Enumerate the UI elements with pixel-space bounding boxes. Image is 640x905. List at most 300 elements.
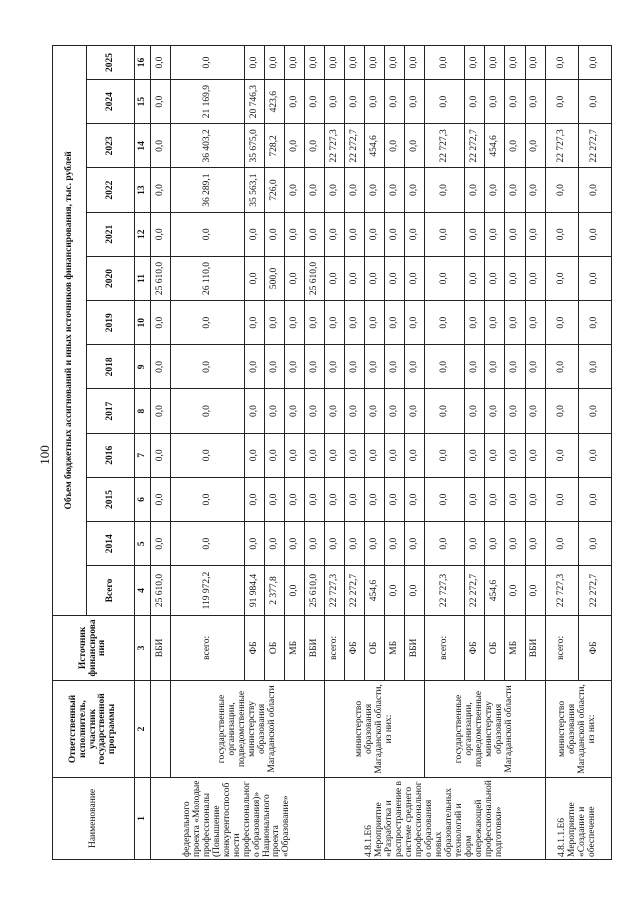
- value-cell: 0,0: [425, 433, 465, 477]
- value-cell: 0,0: [578, 46, 611, 80]
- value-cell: 0,0: [425, 345, 465, 389]
- value-cell: 0,0: [171, 522, 245, 566]
- value-cell: 0,0: [545, 301, 578, 345]
- value-cell: 0,0: [171, 477, 245, 521]
- value-cell: 0,0: [285, 522, 305, 566]
- value-cell: 35 675,0: [244, 124, 264, 168]
- source-cell: всего:: [545, 615, 578, 680]
- source-cell: ВБИ: [305, 615, 325, 680]
- value-cell: 0,0: [285, 256, 305, 300]
- executor-cell: министерство образования Магаданской области, из них:: [545, 681, 611, 778]
- value-cell: 0,0: [385, 212, 405, 256]
- value-cell: 0,0: [425, 80, 465, 124]
- value-cell: 0,0: [305, 80, 325, 124]
- value-cell: 0,0: [151, 477, 171, 521]
- value-cell: 0,0: [325, 389, 345, 433]
- total-cell: 119 972,2: [171, 566, 245, 615]
- value-cell: 0,0: [365, 301, 385, 345]
- source-cell: ФБ: [244, 615, 264, 680]
- header-executor: Ответственный исполнитель, участник государственной программы: [53, 681, 135, 778]
- value-cell: 26 110,0: [171, 256, 245, 300]
- header-column-number: 1: [135, 777, 151, 859]
- value-cell: 0,0: [244, 477, 264, 521]
- value-cell: 0,0: [425, 212, 465, 256]
- value-cell: 0,0: [151, 301, 171, 345]
- value-cell: 0,0: [385, 345, 405, 389]
- value-cell: 0,0: [465, 301, 485, 345]
- value-cell: 0,0: [485, 389, 505, 433]
- value-cell: 0,0: [578, 433, 611, 477]
- value-cell: 0,0: [325, 477, 345, 521]
- value-cell: 0,0: [405, 433, 425, 477]
- header-year: 2015: [87, 477, 135, 521]
- source-cell: ВБИ: [405, 615, 425, 680]
- header-year: 2018: [87, 345, 135, 389]
- value-cell: 0,0: [305, 124, 325, 168]
- table-row: [325, 46, 345, 860]
- total-cell: 0,0: [285, 566, 305, 615]
- value-cell: 0,0: [345, 212, 365, 256]
- value-cell: 0,0: [285, 212, 305, 256]
- value-cell: 0,0: [525, 433, 545, 477]
- value-cell: 0,0: [465, 522, 485, 566]
- value-cell: 0,0: [405, 80, 425, 124]
- source-cell: ОБ: [485, 615, 505, 680]
- value-cell: 0,0: [151, 433, 171, 477]
- value-cell: 0,0: [525, 522, 545, 566]
- value-cell: 454,6: [485, 124, 505, 168]
- value-cell: 0,0: [171, 389, 245, 433]
- value-cell: 0,0: [285, 389, 305, 433]
- source-cell: МБ: [285, 615, 305, 680]
- header-column-number: 8: [135, 389, 151, 433]
- value-cell: 0,0: [525, 477, 545, 521]
- value-cell: 0,0: [365, 477, 385, 521]
- header-column-number: 9: [135, 345, 151, 389]
- header-column-number: 11: [135, 256, 151, 300]
- total-cell: 25 610,0: [305, 566, 325, 615]
- value-cell: 22 272,7: [345, 124, 365, 168]
- source-cell: ОБ: [265, 615, 285, 680]
- total-cell: 22 727,3: [545, 566, 578, 615]
- value-cell: 0,0: [244, 46, 264, 80]
- value-cell: 0,0: [325, 345, 345, 389]
- value-cell: 0,0: [485, 345, 505, 389]
- value-cell: 0,0: [425, 477, 465, 521]
- value-cell: 0,0: [171, 433, 245, 477]
- header-year: 2025: [87, 46, 135, 80]
- value-cell: 0,0: [365, 80, 385, 124]
- value-cell: 36 289,1: [171, 168, 245, 212]
- value-cell: 0,0: [525, 301, 545, 345]
- value-cell: 0,0: [305, 433, 325, 477]
- value-cell: 0,0: [325, 301, 345, 345]
- value-cell: 0,0: [425, 522, 465, 566]
- header-column-number: 15: [135, 80, 151, 124]
- value-cell: 0,0: [345, 80, 365, 124]
- value-cell: 0,0: [578, 212, 611, 256]
- value-cell: 0,0: [151, 389, 171, 433]
- value-cell: 0,0: [465, 80, 485, 124]
- rotated-table-container: [52, 45, 612, 860]
- value-cell: 0,0: [545, 522, 578, 566]
- executor-cell: государственные организации, подведомственные министерству образования Магаданской области: [425, 681, 545, 778]
- value-cell: 0,0: [545, 477, 578, 521]
- value-cell: 0,0: [385, 433, 405, 477]
- header-volume: Объем бюджетных ассигнований и иных источников финансирования, тыс. рублей: [53, 46, 87, 616]
- value-cell: 0,0: [305, 46, 325, 80]
- total-cell: 22 272,7: [345, 566, 365, 615]
- value-cell: 0,0: [151, 46, 171, 80]
- value-cell: 0,0: [385, 46, 405, 80]
- table-row: [425, 46, 465, 860]
- value-cell: 0,0: [305, 301, 325, 345]
- value-cell: 0,0: [305, 389, 325, 433]
- value-cell: 0,0: [365, 256, 385, 300]
- value-cell: 0,0: [578, 168, 611, 212]
- source-cell: ФБ: [345, 615, 365, 680]
- value-cell: 0,0: [285, 301, 305, 345]
- value-cell: 0,0: [465, 389, 485, 433]
- value-cell: 0,0: [265, 477, 285, 521]
- header-column-number: 3: [135, 615, 151, 680]
- value-cell: 22 272,7: [578, 124, 611, 168]
- value-cell: 0,0: [385, 124, 405, 168]
- total-cell: 91 984,4: [244, 566, 264, 615]
- value-cell: 0,0: [405, 46, 425, 80]
- value-cell: 0,0: [485, 212, 505, 256]
- value-cell: 0,0: [505, 477, 525, 521]
- value-cell: 0,0: [305, 522, 325, 566]
- value-cell: 22 272,7: [465, 124, 485, 168]
- value-cell: 0,0: [465, 168, 485, 212]
- value-cell: 0,0: [465, 212, 485, 256]
- source-cell: ФБ: [578, 615, 611, 680]
- source-cell: ВБИ: [525, 615, 545, 680]
- value-cell: 0,0: [578, 522, 611, 566]
- table-row: [151, 46, 171, 860]
- value-cell: 0,0: [151, 168, 171, 212]
- value-cell: 0,0: [244, 522, 264, 566]
- total-cell: 454,6: [485, 566, 505, 615]
- value-cell: 0,0: [485, 46, 505, 80]
- value-cell: 0,0: [425, 301, 465, 345]
- value-cell: 0,0: [425, 46, 465, 80]
- value-cell: 35 563,1: [244, 168, 264, 212]
- value-cell: 0,0: [545, 212, 578, 256]
- value-cell: 0,0: [405, 256, 425, 300]
- source-cell: МБ: [505, 615, 525, 680]
- value-cell: 0,0: [365, 389, 385, 433]
- source-cell: ОБ: [365, 615, 385, 680]
- header-name: Наименование: [53, 777, 135, 859]
- value-cell: 0,0: [505, 46, 525, 80]
- value-cell: 0,0: [505, 522, 525, 566]
- value-cell: 36 403,2: [171, 124, 245, 168]
- budget-table: [52, 45, 612, 860]
- executor-cell: министерство образования Магаданской области, из них:: [325, 681, 425, 778]
- value-cell: 22 727,3: [545, 124, 578, 168]
- total-cell: 0,0: [385, 566, 405, 615]
- value-cell: 0,0: [325, 256, 345, 300]
- value-cell: 0,0: [244, 212, 264, 256]
- total-cell: 22 272,7: [465, 566, 485, 615]
- value-cell: 0,0: [545, 80, 578, 124]
- value-cell: 0,0: [485, 433, 505, 477]
- header-column-number: 16: [135, 46, 151, 80]
- value-cell: 0,0: [505, 124, 525, 168]
- source-cell: всего:: [171, 615, 245, 680]
- value-cell: 0,0: [305, 345, 325, 389]
- value-cell: 0,0: [485, 522, 505, 566]
- value-cell: 0,0: [365, 212, 385, 256]
- value-cell: 0,0: [345, 477, 365, 521]
- executor-cell: государственные организации, подведомственные министерству образования Магаданской области: [171, 681, 325, 778]
- value-cell: 0,0: [325, 168, 345, 212]
- value-cell: 0,0: [345, 46, 365, 80]
- value-cell: 0,0: [325, 522, 345, 566]
- value-cell: 0,0: [405, 301, 425, 345]
- value-cell: 0,0: [405, 345, 425, 389]
- header-year: 2019: [87, 301, 135, 345]
- value-cell: 0,0: [465, 256, 485, 300]
- value-cell: 0,0: [578, 256, 611, 300]
- value-cell: 0,0: [345, 256, 365, 300]
- value-cell: 0,0: [151, 212, 171, 256]
- value-cell: 0,0: [265, 433, 285, 477]
- value-cell: 0,0: [244, 433, 264, 477]
- table-row: [171, 46, 245, 860]
- value-cell: 0,0: [285, 124, 305, 168]
- value-cell: 0,0: [244, 389, 264, 433]
- value-cell: 0,0: [325, 46, 345, 80]
- value-cell: 0,0: [525, 80, 545, 124]
- value-cell: 0,0: [525, 256, 545, 300]
- value-cell: 0,0: [385, 168, 405, 212]
- value-cell: 0,0: [244, 345, 264, 389]
- value-cell: 0,0: [151, 124, 171, 168]
- value-cell: 0,0: [265, 522, 285, 566]
- value-cell: 0,0: [151, 522, 171, 566]
- value-cell: 0,0: [405, 477, 425, 521]
- value-cell: 0,0: [525, 46, 545, 80]
- value-cell: 0,0: [171, 301, 245, 345]
- value-cell: 0,0: [345, 168, 365, 212]
- value-cell: 0,0: [345, 433, 365, 477]
- value-cell: 0,0: [265, 46, 285, 80]
- value-cell: 0,0: [525, 345, 545, 389]
- value-cell: 0,0: [465, 46, 485, 80]
- value-cell: 0,0: [545, 46, 578, 80]
- value-cell: 726,0: [265, 168, 285, 212]
- value-cell: 0,0: [505, 256, 525, 300]
- value-cell: 0,0: [285, 345, 305, 389]
- value-cell: 0,0: [345, 522, 365, 566]
- value-cell: 0,0: [545, 433, 578, 477]
- value-cell: 20 746,3: [244, 80, 264, 124]
- value-cell: 0,0: [405, 168, 425, 212]
- value-cell: 0,0: [365, 168, 385, 212]
- value-cell: 22 727,3: [425, 124, 465, 168]
- value-cell: 0,0: [578, 477, 611, 521]
- total-cell: 0,0: [405, 566, 425, 615]
- value-cell: 0,0: [345, 389, 365, 433]
- value-cell: 0,0: [265, 389, 285, 433]
- value-cell: 0,0: [465, 345, 485, 389]
- row-name-cell: федерального проекта «Молодые профессионалы (Повышение конкурентоспособности профессионального образования)» Национального проекта «Образование»: [151, 777, 325, 859]
- value-cell: 0,0: [385, 80, 405, 124]
- value-cell: 0,0: [505, 168, 525, 212]
- source-cell: МБ: [385, 615, 405, 680]
- value-cell: 0,0: [265, 345, 285, 389]
- value-cell: 0,0: [525, 168, 545, 212]
- value-cell: 0,0: [385, 477, 405, 521]
- value-cell: 0,0: [485, 301, 505, 345]
- header-column-number: 2: [135, 681, 151, 778]
- value-cell: 0,0: [171, 212, 245, 256]
- total-cell: 2 377,8: [265, 566, 285, 615]
- header-column-number: 5: [135, 522, 151, 566]
- value-cell: 0,0: [505, 389, 525, 433]
- value-cell: 0,0: [405, 389, 425, 433]
- value-cell: 0,0: [151, 80, 171, 124]
- value-cell: 0,0: [505, 212, 525, 256]
- row-name-cell: 4.8.1.Е6 Мероприятие «Разработка и распространение в системе среднего профессионального образования новых образовательных технологий и форм опережающей профессиональной подготовки»: [325, 777, 545, 859]
- total-cell: 0,0: [505, 566, 525, 615]
- value-cell: 0,0: [465, 433, 485, 477]
- value-cell: 0,0: [525, 389, 545, 433]
- value-cell: 25 610,0: [151, 256, 171, 300]
- value-cell: 728,2: [265, 124, 285, 168]
- value-cell: 0,0: [578, 301, 611, 345]
- value-cell: 0,0: [405, 212, 425, 256]
- value-cell: 0,0: [485, 168, 505, 212]
- value-cell: 0,0: [244, 301, 264, 345]
- total-cell: 22 727,3: [325, 566, 345, 615]
- total-cell: 22 272,7: [578, 566, 611, 615]
- value-cell: 423,6: [265, 80, 285, 124]
- value-cell: 0,0: [365, 433, 385, 477]
- value-cell: 0,0: [305, 477, 325, 521]
- value-cell: 0,0: [365, 345, 385, 389]
- value-cell: 0,0: [405, 522, 425, 566]
- header-year: 2014: [87, 522, 135, 566]
- header-year: 2023: [87, 124, 135, 168]
- value-cell: 22 727,3: [325, 124, 345, 168]
- value-cell: 0,0: [385, 256, 405, 300]
- value-cell: 0,0: [485, 80, 505, 124]
- value-cell: 0,0: [265, 301, 285, 345]
- value-cell: 0,0: [385, 301, 405, 345]
- value-cell: 0,0: [545, 389, 578, 433]
- total-cell: 25 610,0: [151, 566, 171, 615]
- executor-cell: [151, 681, 171, 778]
- value-cell: 0,0: [244, 256, 264, 300]
- value-cell: 454,6: [365, 124, 385, 168]
- header-column-number: 10: [135, 301, 151, 345]
- header-column-number: 12: [135, 212, 151, 256]
- value-cell: 500,0: [265, 256, 285, 300]
- value-cell: 0,0: [425, 256, 465, 300]
- value-cell: 0,0: [171, 345, 245, 389]
- value-cell: 0,0: [545, 168, 578, 212]
- header-source: Источник финансирования: [53, 615, 135, 680]
- value-cell: 0,0: [465, 477, 485, 521]
- value-cell: 0,0: [325, 433, 345, 477]
- value-cell: 0,0: [365, 46, 385, 80]
- value-cell: 0,0: [505, 433, 525, 477]
- row-name-cell: 4.8.1.1.Е6 Мероприятие «Создание и обеспечение: [545, 777, 611, 859]
- value-cell: 0,0: [485, 256, 505, 300]
- total-cell: 454,6: [365, 566, 385, 615]
- value-cell: 0,0: [265, 212, 285, 256]
- value-cell: 0,0: [305, 168, 325, 212]
- value-cell: 0,0: [305, 212, 325, 256]
- value-cell: 0,0: [345, 345, 365, 389]
- value-cell: 0,0: [325, 80, 345, 124]
- header-year: 2024: [87, 80, 135, 124]
- value-cell: 0,0: [171, 46, 245, 80]
- value-cell: 0,0: [545, 345, 578, 389]
- header-year: 2022: [87, 168, 135, 212]
- value-cell: 0,0: [578, 80, 611, 124]
- value-cell: 0,0: [505, 345, 525, 389]
- value-cell: 0,0: [385, 389, 405, 433]
- value-cell: 21 169,9: [171, 80, 245, 124]
- source-cell: ФБ: [465, 615, 485, 680]
- total-cell: 22 727,3: [425, 566, 465, 615]
- value-cell: 0,0: [285, 168, 305, 212]
- header-column-number: 4: [135, 566, 151, 615]
- value-cell: 0,0: [505, 301, 525, 345]
- value-cell: 0,0: [485, 477, 505, 521]
- page-number: 100: [37, 445, 52, 465]
- value-cell: 0,0: [285, 433, 305, 477]
- value-cell: 0,0: [545, 256, 578, 300]
- header-column-number: 7: [135, 433, 151, 477]
- value-cell: 0,0: [425, 168, 465, 212]
- header-column-number: 13: [135, 168, 151, 212]
- value-cell: 0,0: [325, 212, 345, 256]
- value-cell: 0,0: [285, 477, 305, 521]
- value-cell: 0,0: [578, 389, 611, 433]
- header-total: Всего: [87, 566, 135, 615]
- value-cell: 25 610,0: [305, 256, 325, 300]
- source-cell: ВБИ: [151, 615, 171, 680]
- value-cell: 0,0: [425, 389, 465, 433]
- total-cell: 0,0: [525, 566, 545, 615]
- table-row: [545, 46, 578, 860]
- value-cell: 0,0: [525, 124, 545, 168]
- value-cell: 0,0: [285, 46, 305, 80]
- value-cell: 0,0: [505, 80, 525, 124]
- value-cell: 0,0: [345, 301, 365, 345]
- header-column-number: 14: [135, 124, 151, 168]
- source-cell: всего:: [325, 615, 345, 680]
- header-year: 2020: [87, 256, 135, 300]
- value-cell: 0,0: [525, 212, 545, 256]
- header-year: 2021: [87, 212, 135, 256]
- value-cell: 0,0: [151, 345, 171, 389]
- source-cell: всего:: [425, 615, 465, 680]
- header-year: 2017: [87, 389, 135, 433]
- value-cell: 0,0: [365, 522, 385, 566]
- value-cell: 0,0: [285, 80, 305, 124]
- header-column-number: 6: [135, 477, 151, 521]
- value-cell: 0,0: [578, 345, 611, 389]
- value-cell: 0,0: [405, 124, 425, 168]
- value-cell: 0,0: [385, 522, 405, 566]
